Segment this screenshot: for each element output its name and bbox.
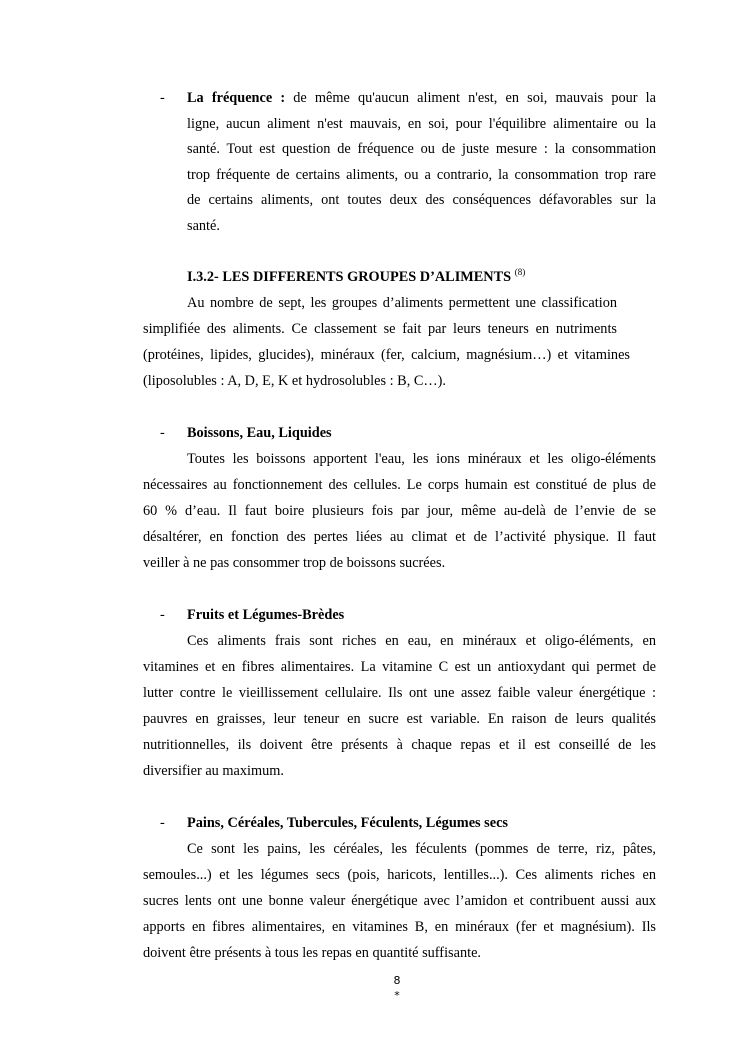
- pains-line-4: apports en fibres alimentaires, en vitamines B, en minéraux (fer et magnésium). Ils: [143, 919, 656, 935]
- frequence-label: La fréquence :: [187, 90, 286, 106]
- fruits-line-6: diversifier au maximum.: [143, 763, 284, 779]
- frequence-line-5: de certains aliments, ont toutes deux des conséquences défavorables sur la: [187, 192, 656, 208]
- fruits-line-1: Ces aliments frais sont riches en eau, en minéraux et oligo-éléments, en: [187, 633, 656, 649]
- bullet-dash: -: [160, 815, 165, 831]
- bullet-dash: -: [160, 425, 165, 441]
- intro-line-4: (liposolubles : A, D, E, K et hydrosolubles : B, C…).: [143, 373, 447, 389]
- frequence-line-4: trop fréquente de certains aliments, ou a contrario, la consommation trop rare: [187, 167, 656, 183]
- frequence-line-6: santé.: [187, 218, 220, 234]
- fruits-title: Fruits et Légumes-Brèdes: [187, 607, 345, 623]
- heading-reference: (8): [514, 267, 526, 277]
- intro-line-3: (protéines, lipides, glucides), minéraux (fer, calcium, magnésium…) et vitamines: [143, 347, 630, 363]
- pains-line-3: sucres lents ont une bonne valeur énergétique avec l’amidon et contribuent aussi aux: [143, 893, 656, 909]
- bullet-dash: -: [160, 607, 165, 623]
- frequence-line-2: ligne, aucun aliment n'est mauvais, en soi, pour l'équilibre alimentaire ou la: [187, 116, 656, 132]
- fruits-line-3: lutter contre le vieillissement cellulaire. Ils ont une assez faible valeur énergétique :: [143, 685, 656, 701]
- boissons-line-3: 60 % d’eau. Il faut boire plusieurs fois par jour, même au-delà de l’envie de se: [143, 503, 656, 519]
- pains-line-5: doivent être présents à tous les repas en quantité suffisante.: [143, 945, 481, 961]
- pains-line-2: semoules...) et les légumes secs (pois, haricots, lentilles...). Ces aliments riches en: [143, 867, 656, 883]
- page-number: 8: [393, 974, 401, 987]
- boissons-line-2: nécessaires au fonctionnement des cellules. Le corps humain est constitué de plus de: [143, 477, 656, 493]
- boissons-line-1: Toutes les boissons apportent l'eau, les ions minéraux et les oligo-éléments: [187, 451, 656, 467]
- boissons-line-5: veiller à ne pas consommer trop de boissons sucrées.: [143, 555, 446, 571]
- section-heading: I.3.2- LES DIFFERENTS GROUPES D’ALIMENTS $^{(8)}$: [187, 267, 526, 285]
- page-mark: *: [394, 989, 400, 1002]
- intro-line-1: Au nombre de sept, les groupes d’aliments permettent une classification: [187, 295, 617, 311]
- frequence-line-1: La fréquence : de même qu'aucun aliment n'est, en soi, mauvais pour la: [187, 90, 657, 106]
- fruits-line-4: pauvres en graisses, leur teneur en sucre est variable. En raison de leurs qualités: [143, 711, 656, 727]
- pains-title: Pains, Céréales, Tubercules, Féculents, Légumes secs: [187, 815, 508, 831]
- frequence-line-3: santé. Tout est question de fréquence ou de juste mesure : la consommation: [187, 141, 656, 157]
- boissons-line-4: désaltérer, en fonction des pertes liées au climat et de l’activité physique. Il faut: [143, 529, 656, 545]
- boissons-title: Boissons, Eau, Liquides: [187, 425, 332, 441]
- fruits-line-2: vitamines et en fibres alimentaires. La vitamine C est un antioxydant qui permet de: [143, 659, 656, 675]
- intro-line-2: simplifiée des aliments. Ce classement se fait par leurs teneurs en nutriments: [143, 321, 617, 337]
- fruits-line-5: nutritionnelles, ils doivent être présents à chaque repas et il est conseillé de les: [143, 737, 656, 753]
- pains-line-1: Ce sont les pains, les céréales, les féculents (pommes de terre, riz, pâtes,: [187, 841, 656, 857]
- bullet-dash: -: [160, 90, 165, 106]
